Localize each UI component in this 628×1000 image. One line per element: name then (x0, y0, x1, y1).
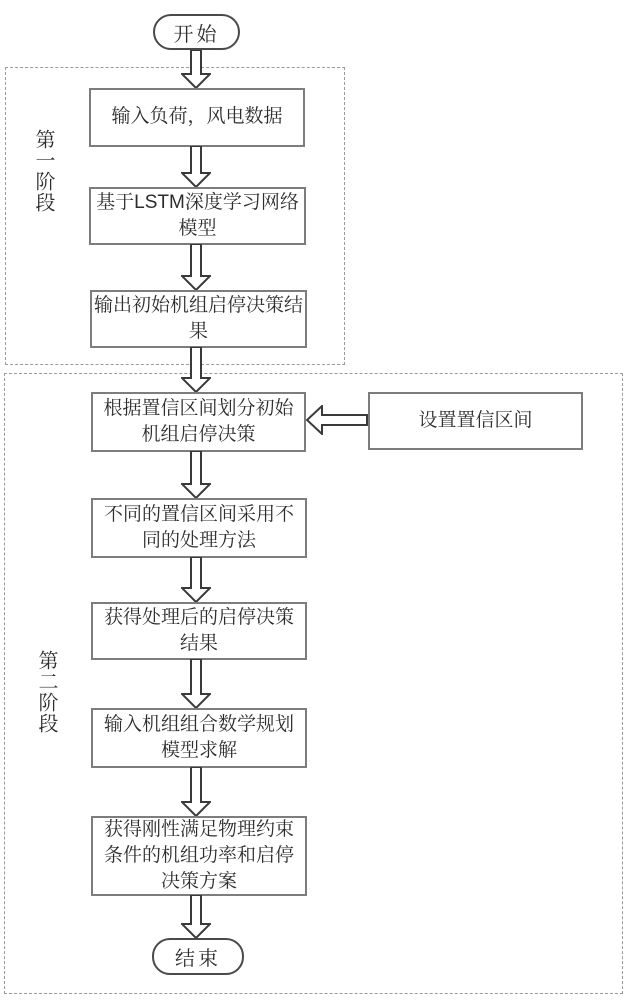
arrow-down-2 (181, 146, 211, 188)
stage2-label: 第二阶段 (35, 650, 57, 734)
step-final-plan: 获得刚性满足物理约束条件的机组功率和启停决策方案 (91, 816, 307, 896)
step-initial-decision: 输出初始机组启停决策结果 (90, 290, 307, 348)
arrow-down-7 (181, 659, 211, 709)
start-node: 开始 (153, 14, 240, 50)
stage1-label: 第一阶段 (32, 129, 54, 213)
arrow-down-8 (181, 767, 211, 817)
step-input-data: 输入负荷，风电数据 (89, 88, 305, 147)
arrow-left-confidence (306, 405, 368, 435)
arrow-down-6 (181, 557, 211, 603)
arrow-down-3 (181, 244, 211, 291)
side-set-confidence: 设置置信区间 (368, 392, 583, 450)
end-node: 结束 (152, 938, 244, 975)
step-lstm-model: 基于LSTM深度学习网络模型 (89, 187, 306, 245)
step-divide-confidence: 根据置信区间划分初始机组启停决策 (91, 392, 306, 452)
arrow-down-1 (181, 50, 211, 89)
step-processing-method: 不同的置信区间采用不同的处理方法 (91, 498, 307, 558)
arrow-down-9 (181, 895, 211, 939)
step-processed-result: 获得处理后的启停决策结果 (91, 602, 307, 660)
arrow-down-5 (181, 451, 211, 499)
step-solve-model: 输入机组组合数学规划模型求解 (91, 708, 307, 768)
arrow-down-4 (181, 347, 211, 393)
stage2-region (4, 373, 623, 994)
